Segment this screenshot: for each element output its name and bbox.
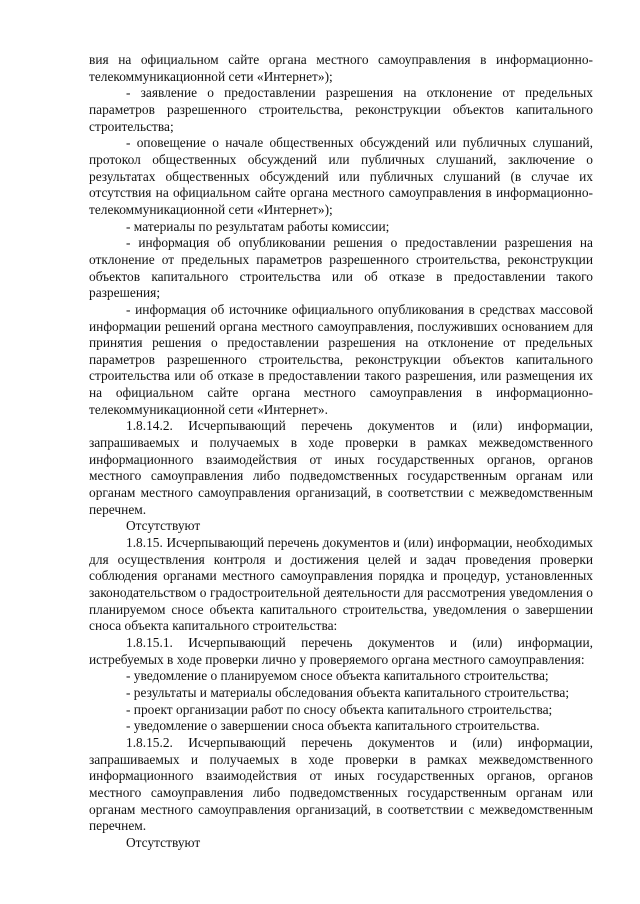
- paragraph-absent-1: Отсутствуют: [126, 518, 201, 534]
- list-item-public-hearings: - оповещение о начале общественных обсуждений или публичных слушаний, протокол общественных обсуждений или публичных слушаний, заключение о результатах общественных обсуждений или публичных слушаний (в случае их отсутствия на официальном сайте органа местного самоуправления в информационно-телекоммуникационной сети «Интернет»);: [89, 135, 593, 217]
- paragraph-1-8-15-1: 1.8.15.1. Исчерпывающий перечень документов и (или) информации, истребуемых в ходе проверки лично у проверяемого органа местного самоуправления:: [89, 634, 593, 667]
- list-item-application: - заявление о предоставлении разрешения на отклонение от предельных параметров разрешенного строительства, реконструкции объектов капитального строительства;: [89, 85, 593, 134]
- list-item-decision-publication: - информация об опубликовании решения о предоставлении разрешения на отклонение от предельных параметров разрешенного строительства, реконструкции объектов капитального строительства или об отказе в предоставлении такого разрешения;: [89, 235, 593, 301]
- paragraph-1-8-14-2: 1.8.14.2. Исчерпывающий перечень документов и (или) информации, запрашиваемых и получаемых в ходе проверки в рамках межведомственного информационного взаимодействия от иных государственных органов, органов местного самоуправления либо подведомственных государственным органам или органам местного самоуправления организаций, в соответствии с межведомственным перечнем.: [89, 418, 593, 517]
- paragraph-continuation: вия на официальном сайте органа местного самоуправления в информационно-телекоммуникационной сети «Интернет»);: [89, 52, 593, 84]
- paragraph-1-8-15: 1.8.15. Исчерпывающий перечень документов и (или) информации, необходимых для осуществления контроля и достижения целей и задач проведения проверки соблюдения органами местного самоуправления порядка и процедур, установленных законодательством о градостроительной деятельности для рассмотрения уведомления о планируемом сносе объекта капитального строительства, уведомления о завершении сноса объекта капитального строительства:: [89, 535, 593, 634]
- list-item-completion-notice: - уведомление о завершении сноса объекта капитального строительства.: [126, 718, 540, 734]
- list-item-survey-results: - результаты и материалы обследования объекта капитального строительства;: [126, 684, 570, 700]
- document-page: [89, 52, 593, 852]
- list-item-publication-source: - информация об источнике официального опубликования в средствах массовой информации решений органа местного самоуправления, послуживших основанием для принятия решения о предоставлении разрешения на отклонение от предельных параметров разрешенного строительства, реконструкции объектов капитального строительства или об отказе в предоставлении такого разрешения, или размещения их на официальном сайте органа местного самоуправления в информационно-телекоммуникационной сети «Интернет».: [89, 301, 593, 417]
- list-item-commission-materials: - материалы по результатам работы комиссии;: [126, 218, 390, 234]
- paragraph-1-8-15-2: 1.8.15.2. Исчерпывающий перечень документов и (или) информации, запрашиваемых и получаемых в ходе проверки в рамках межведомственного информационного взаимодействия от иных государственных органов, органов местного самоуправления либо подведомственных государственным органам или органам местного самоуправления организаций, в соответствии с межведомственным перечнем.: [89, 734, 593, 834]
- list-item-demolition-notice: - уведомление о планируемом сносе объекта капитального строительства;: [126, 668, 549, 684]
- list-item-work-project: - проект организации работ по сносу объекта капитального строительства;: [126, 701, 553, 717]
- paragraph-absent-2: Отсутствуют: [126, 834, 201, 850]
